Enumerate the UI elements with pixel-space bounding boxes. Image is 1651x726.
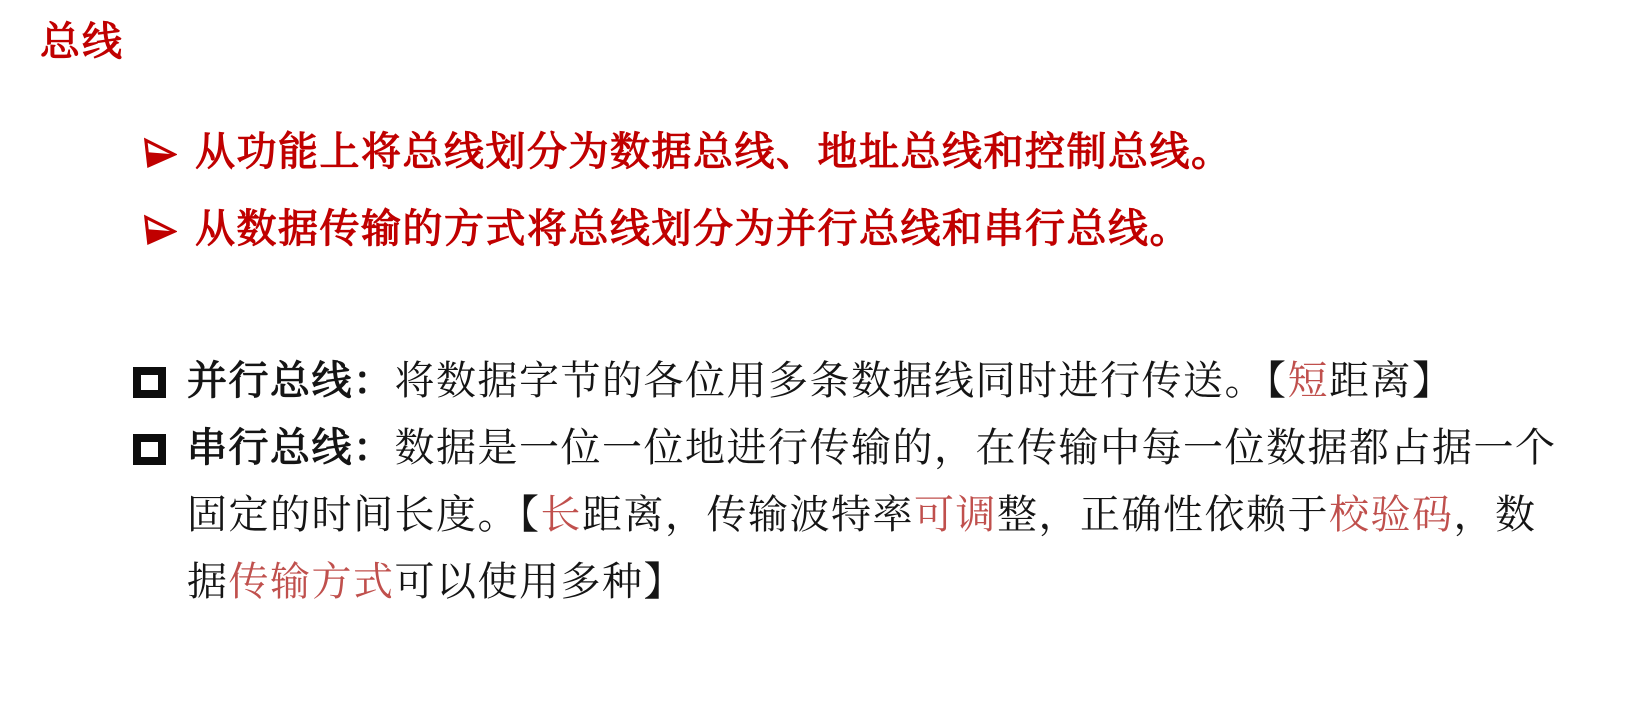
- bullet-text: 从数据传输的方式将总线划分为并行总线和串行总线。: [195, 206, 1191, 252]
- body-text: 可以使用多种】: [394, 559, 685, 605]
- highlighted-text: 可调: [914, 492, 997, 538]
- highlighted-text: 短: [1287, 358, 1329, 404]
- hollow-square-icon: [133, 367, 166, 398]
- body-text: 整，正确性依赖于: [997, 492, 1329, 538]
- definition-term: 并行总线：: [187, 358, 395, 404]
- page-title: 总线: [40, 19, 124, 65]
- list-item: [133, 415, 1571, 616]
- definition-term: 串行总线：: [187, 425, 395, 471]
- list-item: [133, 348, 1571, 415]
- definition-text: [395, 358, 1454, 404]
- highlighted-text: 校验码: [1329, 492, 1454, 538]
- body-text: 距离，传输波特率: [582, 492, 914, 538]
- highlighted-text: 长: [540, 492, 582, 538]
- list-item: [143, 203, 1233, 255]
- body-text: 将数据字节的各位用多条数据线同时进行传送。【: [394, 358, 1288, 404]
- definition-bullet-list: [133, 348, 1571, 616]
- bullet-text: 从功能上将总线划分为数据总线、地址总线和控制总线。: [195, 129, 1233, 175]
- list-item: [143, 126, 1233, 178]
- highlighted-text: 传输方式: [228, 559, 395, 605]
- arrowhead-right-icon: [143, 136, 177, 170]
- body-text: 数据是一位一位地进行传输的，在传输中每一位数据都占据一个固定的时间长度。【: [187, 425, 1557, 538]
- body-text: 距离】: [1329, 358, 1454, 404]
- body-text: ，数据: [187, 492, 1537, 605]
- hollow-square-icon: [133, 434, 166, 465]
- arrow-bullet-list: [143, 126, 1233, 280]
- arrowhead-right-icon: [143, 213, 177, 247]
